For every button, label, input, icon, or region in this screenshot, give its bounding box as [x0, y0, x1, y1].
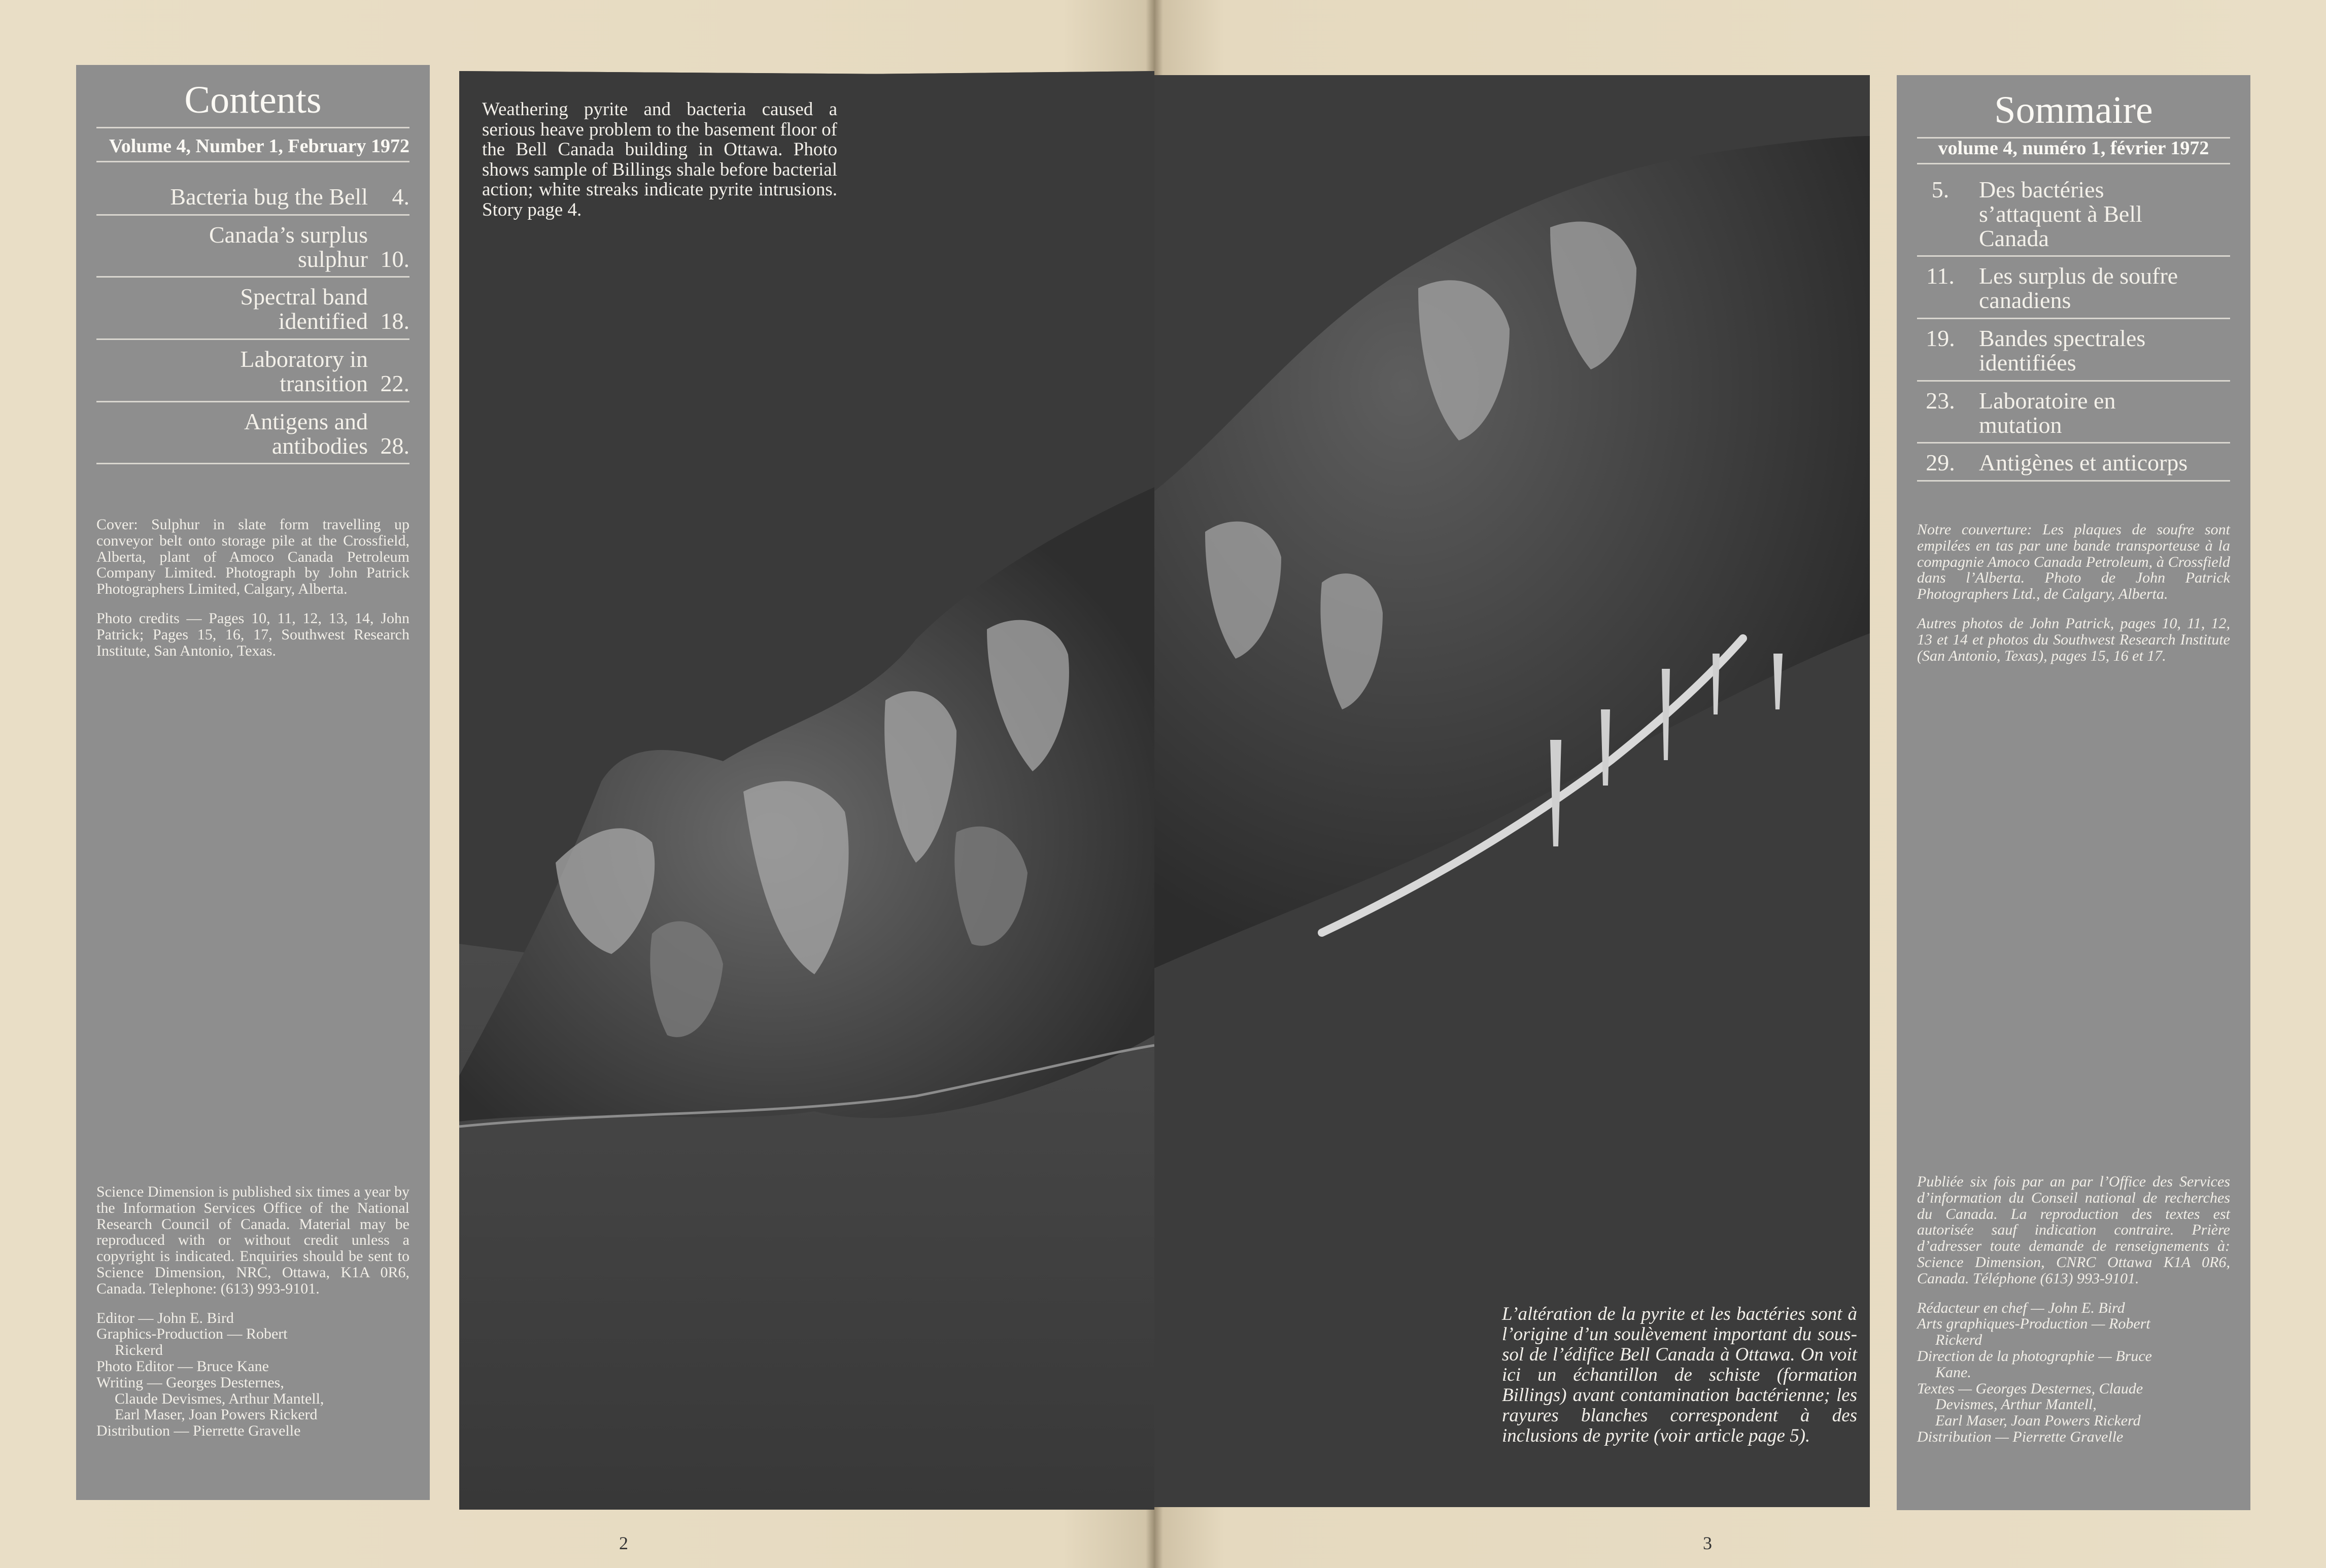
toc-item[interactable]: 29. Antigènes et anticorps [1917, 444, 2230, 482]
toc-item[interactable]: Antigens and antibodies 28. [96, 402, 409, 465]
toc-item[interactable]: Bacteria bug the Bell 4. [96, 178, 409, 216]
shale-photo-left [459, 71, 1154, 1510]
page-number-right: 3 [1703, 1533, 1712, 1553]
cover-caption-fr: Notre couverture: Les plaques de soufre sont empilées en tas par une bande transporteuse à la compagnie Amoco Canada Petroleum, à Crossfield dans l’Alberta. Photo de John Patrick Photographers Ltd., de Calgary, Alberta. [1917, 521, 2230, 603]
cover-notes [96, 517, 409, 672]
page-number-left: 2 [619, 1533, 628, 1553]
photo-caption-fr: L’altération de la pyrite et les bactéries sont à l’origine d’un soulèvement important du sous-sol de l’édifice Bell Canada à Ottawa. On voit ici un échantillon de schiste (formation Billings) avant contamination bactérienne; les rayures blanches correspondent à des inclusions de pyrite (voir article page 5). [1502, 1304, 1857, 1446]
staff-credits: Editor — John E. Bird Graphics-Production — Robert Rickerd Photo Editor — Bruce Kane Writing — Georges Desternes, Claude Devismes, Arthur Mantell, Earl Maser, Joan Powers Rickerd Distribution — Pierrette Gravelle [96, 1309, 324, 1440]
issue-line-fr: volume 4, numéro 1, février 1972 [1917, 138, 2230, 164]
contents-title: Contents [96, 80, 409, 128]
masthead [96, 1184, 409, 1439]
photo-credits: Photo credits — Pages 10, 11, 12, 13, 14, John Patrick; Pages 15, 16, 17, Southwest Research Institute, San Antonio, Texas. [96, 609, 409, 659]
cover-caption: Cover: Sulphur in slate form travelling up conveyor belt onto storage pile at the Crossfield, Alberta, plant of Amoco Canada Petroleum Company Limited. Photograph by John Patrick Photographers Limited, Calgary, Alberta. [96, 516, 409, 598]
photo-caption-en: Weathering pyrite and bacteria caused a serious heave problem to the basement floor of the Bell Canada building in Ottawa. Photo shows sample of Billings shale before bacterial action; white streaks indicate pyrite intrusions. Story page 4. [482, 99, 837, 220]
contents-sidebar [76, 65, 430, 1500]
cover-notes-fr [1917, 522, 2230, 677]
staff-credits-fr: Rédacteur en chef — John E. Bird Arts graphiques-Production — Robert Rickerd Direction de la photographie — Bruce Kane. Textes — Georges Desternes, Claude Devismes, Arthur Mantell, Earl Maser, Joan Powers Rickerd Distribution — Pierrette Gravelle [1917, 1299, 2152, 1445]
toc-item[interactable]: 11. Les surplus de soufre canadiens [1917, 257, 2230, 319]
photo-credits-fr: Autres photos de John Patrick, pages 10, 11, 12, 13 et 14 et photos du Southwest Research Institute (San Antonio, Texas), pages 15, 16 et 17. [1917, 615, 2230, 664]
sommaire-sidebar [1897, 75, 2250, 1510]
publisher-note: Science Dimension is published six times a year by the Information Services Office of the National Research Council of Canada. Material may be reproduced with or without credit unless a copyright is indicated. Enquiries should be sent to Science Dimension, NRC, Ottawa, K1A 0R6, Canada. Telephone: (613) 993-9101. [96, 1183, 409, 1297]
toc-item[interactable]: Laboratory in transition 22. [96, 340, 409, 402]
toc-item[interactable]: Canada’s surplus sulphur 10. [96, 216, 409, 278]
toc-item[interactable]: 19. Bandes spectrales identifiées [1917, 319, 2230, 382]
table-of-contents-fr [1917, 171, 2230, 482]
table-of-contents [96, 178, 409, 464]
toc-item[interactable]: Spectral band identified 18. [96, 278, 409, 340]
toc-item[interactable]: 23. Laboratoire en mutation [1917, 382, 2230, 444]
toc-item[interactable]: 5. Des bactéries s’attaquent à Bell Canada [1917, 171, 2230, 257]
masthead-fr [1917, 1174, 2230, 1445]
publisher-note-fr: Publiée six fois par an par l’Office des Services d’information du Conseil national de recherches du Canada. La reproduction des textes est autorisée sauf indication contraire. Prière d’adresser toute demande de renseignements à: Science Dimension, CNRC Ottawa K1A 0R6, Canada. Téléphone (613) 993-9101. [1917, 1173, 2230, 1287]
shale-photo-right [1154, 75, 1870, 1507]
sommaire-title: Sommaire [1917, 90, 2230, 139]
issue-line: Volume 4, Number 1, February 1972 [96, 136, 409, 162]
